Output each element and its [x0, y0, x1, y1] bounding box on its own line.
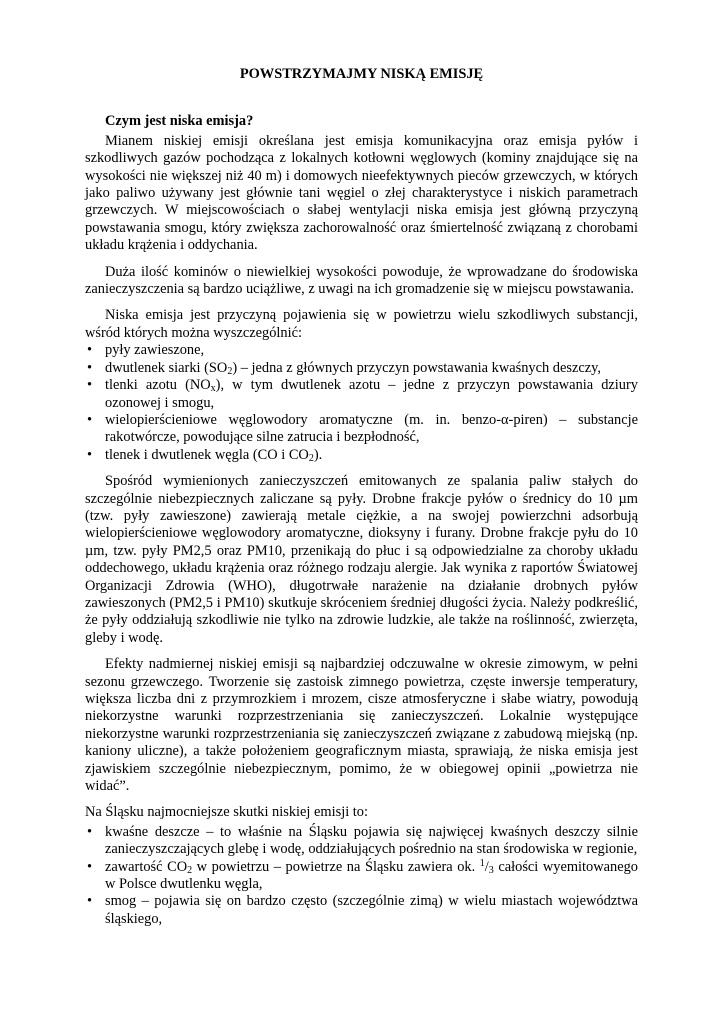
document-body [85, 66, 638, 937]
section-heading: Czym jest niska emisja? [105, 113, 254, 130]
substances-list [85, 342, 638, 464]
list-item: • dwutlenek siarki $(SO_2)$ – jedna z głównych przyczyn powstawania kwaśnych deszczy, [87, 359, 602, 377]
bullet-icon: • [87, 342, 93, 359]
document-title: POWSTRZYMAJMY NISKĄ EMISJĘ [239, 66, 484, 82]
list-item: • zawartość $CO_2$ w powietrzu – powietrze na Śląsku zawiera ok. $^1/_3$ całości wyemitowanego w Polsce dwutlenku węgla, [87, 857, 638, 893]
paragraph-dust: Spośród wymienionych zanieczyszczeń emitowanych ze spalania paliw stałych do szczególnie niebezpiecznych zaliczane są pyły. Drobne frakcje pyłów o średnicy do 10 µm (tzw. pyły zawieszone) zawierają metale ciężkie, a na swojej powierzchni adsorbują wielopierścieniowe węglowodory aromatyczne, dioksyny i furany. Drobne frakcje pyłu do 10 µm, tzw. pyły PM2,5 oraz PM10, przenikają do płuc i są odpowiedzialne za choroby układu oddechowego, układu krążenia oraz różnego rodzaju alergie. Jak wynika z raportów Światowej Organizacji Zdrowia (WHO), długotrwałe narażenie na działanie drobnych pyłów zawieszonych (PM2,5 i PM10) skutkuje skróceniem średniej długości życia. Należy podkreślić, że pyły oddziałują szkodliwie nie tylko na zdrowie ludzkie, ale także na roślinność, zwierzęta, gleby i wodę. [85, 473, 638, 646]
paragraph-silesia-intro: Na Śląsku najmocniejsze skutki niskiej emisji to: [85, 804, 368, 821]
list-item: • tlenek i dwutlenek węgla (CO i $CO_2$). [87, 446, 323, 464]
list-item: • kwaśne deszcze – to właśnie na Śląsku pojawia się najwięcej kwaśnych deszczy silnie zanieczyszczających glebę i wodę, oddziałujących pośrednio na stan środowiska w regionie, [87, 823, 638, 858]
list-item: • pyły zawieszone, [87, 342, 205, 359]
bullet-icon: • [87, 411, 93, 428]
list-item: • tlenki azotu $(NO_x)$, w tym dwutlenek azotu – jedne z przyczyn powstawania dziury ozonowej i smogu, [87, 377, 638, 411]
list-item: • smog – pojawia się on bardzo często (szczególnie zimą) w wielu miastach województwa śląskiego, [87, 893, 638, 927]
silesia-effects-list [85, 824, 638, 928]
paragraph-substances-intro: Niska emisja jest przyczyną pojawienia się w powietrzu wielu szkodliwych substancji, wśród których można wyszczególnić: [85, 307, 638, 341]
bullet-icon: • [87, 858, 93, 875]
list-item: • wielopierścieniowe węglowodory aromatyczne (m. in. benzo-α-piren) – substancje rakotwórcze, powodujące silne zatrucia i bezpłodność, [87, 411, 638, 446]
bullet-icon: • [87, 893, 93, 910]
bullet-icon: • [87, 446, 93, 463]
paragraph-definition: Mianem niskiej emisji określana jest emisja komunikacyjna oraz emisja pyłów i szkodliwych gazów pochodząca z lokalnych kotłowni węglowych (kominy znajdujące się na wysokości nie większej niż 40 m) i domowych nieefektywnych pieców grzewczych, w których jako paliwo używany jest głównie tani węgiel o złej charakterystyce i niskich parametrach grzewczych. W miejscowościach o słabej wentylacji niska emisja jest główną przyczyną powstawania smogu, który zwiększa zachorowalność oraz śmiertelność związaną z chorobami układu krążenia i oddychania. [85, 132, 638, 254]
bullet-icon: • [87, 359, 93, 376]
paragraph-winter-effects: Efekty nadmiernej niskiej emisji są najbardziej odczuwalne w okresie zimowym, w pełni sezonu grzewczego. Tworzenie się zastoisk zimnego powietrza, częste inwersje temperatury, większa liczba dni z przymrozkiem i mrozem, cisze atmosferyczne i słabe wiatry, powodują niekorzystne warunki rozprzestrzeniania się zanieczyszczeń. Lokalnie występujące niekorzystne warunki rozprzestrzeniania się zanieczyszczeń związane z zabudową miejską (np. kaniony uliczne), a także położeniem geograficznym miasta, sprawiają, że niska emisja jest zjawiskiem szczególnie niebezpiecznym, pomimo, że w obiegowej opinii „powietrza nie widać”. [85, 656, 638, 795]
paragraph-chimneys: Duża ilość kominów o niewielkiej wysokości powoduje, że wprowadzane do środowiska zanieczyszczenia są bardzo uciążliwe, z uwagi na ich gromadzenie się w miejscu powstawania. [85, 263, 638, 298]
bullet-icon: • [87, 823, 93, 840]
bullet-icon: • [87, 377, 93, 394]
